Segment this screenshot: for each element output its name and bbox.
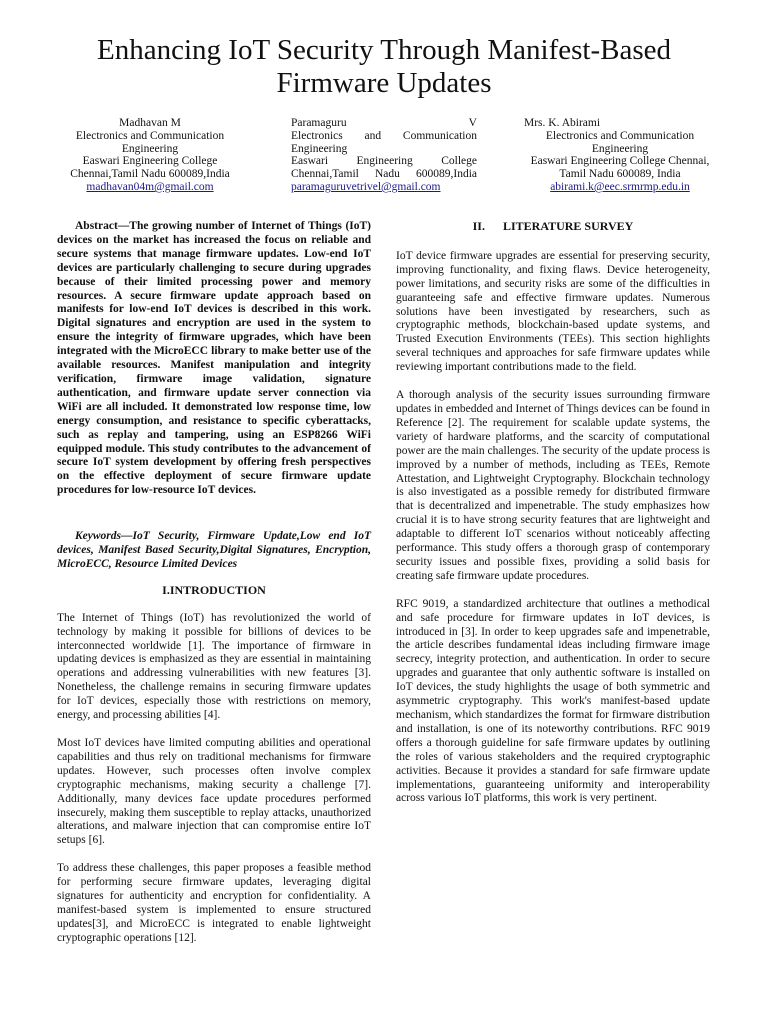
- paper-title: Enhancing IoT Security Through Manifest-Based Firmware Updates: [97, 34, 671, 99]
- author-dept: Electronics and Communication: [75, 129, 225, 142]
- intro-paragraph: The Internet of Things (IoT) has revolutionized the world of technology by making it possible for billions of devices to be interconnected worldwide [1]. The importance of firmware in updating devices is emphasized as they are essential in maintaining operations and addressing vulnerabilities with new features [3]. Nonetheless, the challenge remains in securing firmware updates for IoT devices, especially those with restrictions on memory, energy, and processing abilities [4].: [57, 611, 371, 722]
- author-dept: Electronics and Communication: [291, 129, 477, 142]
- author-dept: Electronics and Communication: [545, 129, 695, 142]
- section-heading-literature-survey: II. LITERATURE SURVEY: [472, 219, 634, 233]
- author-name: Mrs. K. Abirami: [524, 117, 601, 129]
- author-dept: Engineering: [121, 142, 179, 155]
- abstract: Abstract—The growing number of Internet of Things (IoT) devices on the market has increased the focus on reliable and secure systems that manage firmware updates. Low-end IoT devices are particularly challenging to secure during upgrades because of their limited processing power and memory resources. A secure firmware update approach based on manifests for low-end IoT devices is described in this work. Digital signatures and encryption are used in the system to ensure the integrity of firmware upgrades, which have been integrated with the MicroECC library to make better use of the available resources. Manifest manipulation and integrity verification, firmware image validation, signature authentication, and firmware update server connection via WiFi are all included. It demonstrated low response time, low energy consumption, and resistance to specific cyberattacks, such as replay and tampering, using an ESP8266 WiFi equipped module. This study contributes to the advancement of secure IoT system development by offering fresh perspectives on the effective deployment of secure firmware update procedures for low-resource IoT devices.: [57, 220, 371, 497]
- author-address: Tamil Nadu 600089, India: [559, 168, 681, 181]
- section-heading-introduction: I.INTRODUCTION: [162, 582, 266, 597]
- author-address: Chennai,Tamil Nadu 600089,India: [70, 168, 230, 181]
- intro-paragraph: To address these challenges, this paper proposes a feasible method for performing secure firmware updates, leveraging digital signatures for authenticity and encryption for confidentiality. A manifest-based system is implemented to ensure structured updates[3], and MicroECC is integrated to enable lightweight cryptographic operations [12].: [57, 862, 371, 944]
- author-block-3: [516, 117, 724, 194]
- keywords: Keywords—IoT Security, Firmware Update,Low end IoT devices, Manifest Based Security,Digital Signatures, Encryption, MicroECC, Resource Limited Devices: [57, 530, 371, 570]
- literature-paragraph: IoT device firmware upgrades are essential for preserving security, improving functionality, and fixing flaws. Device heterogeneity, power limitations, and security risks are some of the difficulties in guaranteeing safe and effective firmware updates. Numerous solutions have been investigated by researchers, such as cryptographic methods, blockchain-based update systems, and Trusted Execution Environments (TEEs). This section highlights several techniques and approaches for safe firmware updates while reviewing important contributions made to the field.: [396, 249, 710, 374]
- author-address: Chennai,Tamil Nadu 600089,India: [291, 168, 477, 181]
- author-block-2: [291, 117, 477, 194]
- left-column: [57, 220, 371, 960]
- author-dept: Engineering: [291, 142, 348, 155]
- author-name: Madhavan M: [119, 117, 181, 129]
- author-block-1: [62, 117, 238, 194]
- author-college: Easwari Engineering College: [291, 155, 477, 168]
- author-college: Easwari Engineering College Chennai,: [530, 155, 710, 168]
- author-email-link[interactable]: abirami.k@eec.srmrmp.edu.in: [550, 180, 690, 193]
- literature-paragraph: RFC 9019, a standardized architecture that outlines a methodical and safe procedure for firmware updates in IoT devices, is introduced in [3]. In order to keep upgrades safe and impenetrable, the article describes fundamental ideas including firmware image secrecy, integrity protection, and authentication. In order to secure upgrades and guarantee that only authentic software is installed on IoT devices, the study highlights the usage of both symmetric and asymmetric cryptography. This work's manifest-based update mechanism, which standardizes the format for firmware distribution and installation, is one of its noteworthy contributions. RFC 9019 offers a thorough guideline for safe firmware updates by outlining the roles of various stakeholders and the required cryptographic activities. Because it provides a standard for safe firmware update implementations, guaranteeing uniformity and interoperability across various IoT platforms, this work is very pertinent.: [396, 597, 710, 805]
- author-name: Paramaguru V: [291, 117, 477, 129]
- author-email-link[interactable]: madhavan04m@gmail.com: [86, 180, 214, 193]
- author-email-link[interactable]: paramaguruvetrivel@gmail.com: [291, 180, 441, 193]
- author-dept: Engineering: [591, 142, 649, 155]
- author-college: Easwari Engineering College: [82, 155, 218, 168]
- intro-paragraph: Most IoT devices have limited computing abilities and operational capabilities and thus rely on traditional mechanisms for firmware updates. However, such processes often involve complex cryptographic mechanisms, making security a challenge [7]. Additionally, many devices face update procedures performed insecurely, making them susceptible to replay attacks, unauthorized alterations, and malware injection that can compromise entire IoT setups [6].: [57, 737, 371, 847]
- literature-paragraph: A thorough analysis of the security issues surrounding firmware updates in embedded and Internet of Things devices can be found in Reference [2]. The requirement for scalable update systems, the variety of hardware platforms, and the scarcity of computational power are the main challenges. The security of the update process is improved by a number of methods, including as TEEs, Remote Attestation, and Lightweight Cryptography. Blockchain technology is also investigated as a possible remedy for distributed firmware that is decentralized and impenetrable. The study emphasizes how crucial it is to have strong security features that are lightweight and adaptable to different IoT scenarios without noticeably affecting performance. This study offers a thorough grasp of contemporary security issues and possible fixes, providing a solid basis for creating safe firmware update procedures.: [396, 389, 710, 582]
- right-column: [396, 220, 710, 820]
